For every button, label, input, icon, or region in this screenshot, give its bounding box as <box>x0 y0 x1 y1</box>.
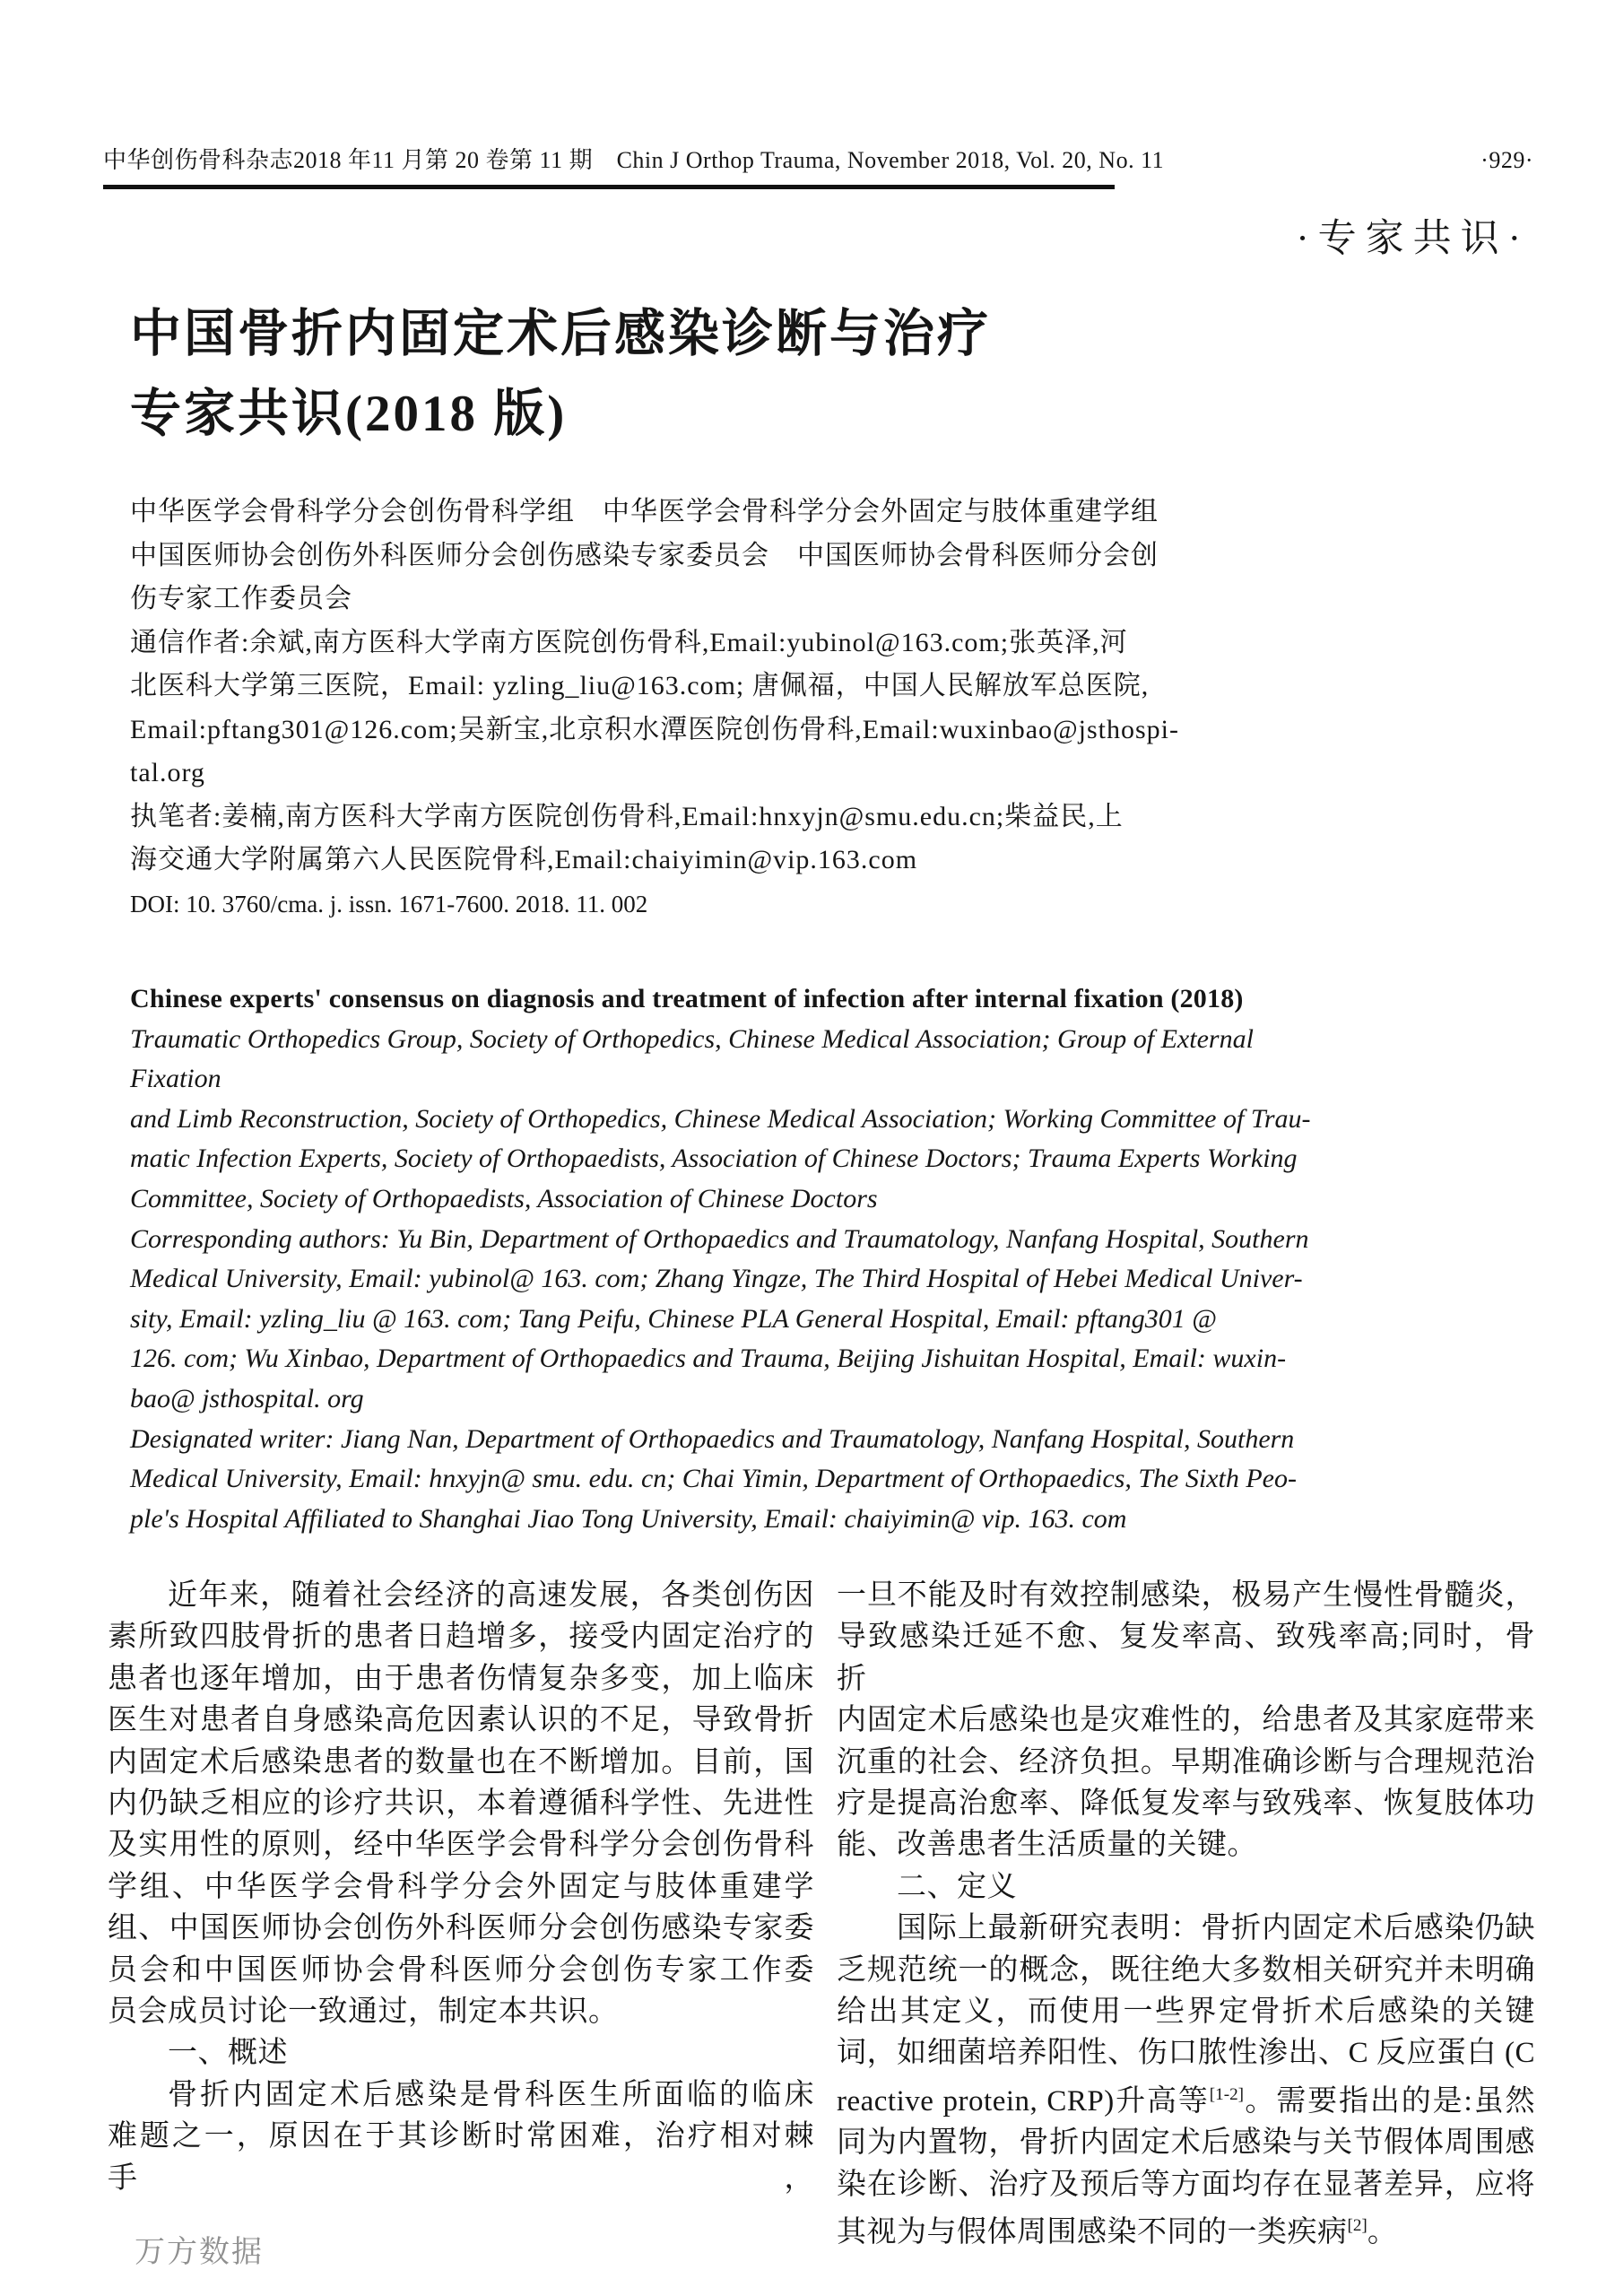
body-line: 内仍缺乏相应的诊疗共识，本着遵循科学性、先进性 <box>108 1787 814 1821</box>
body-text: 其视为与假体周围感染不同的一类疾病 <box>837 2216 1348 2249</box>
english-line: ple's Hospital Affiliated to Shanghai Jiao Tong University, Email: chaiyimin@ vip. 163. com <box>130 1503 1127 1534</box>
english-line: Medical University, Email: hnxyjn@ smu. edu. cn; Chai Yimin, Department of Orthopaedics, The Sixth Peo- <box>130 1464 1297 1494</box>
body-text: reactive protein, CRP)升高等 <box>837 2084 1210 2118</box>
org-line: 中华医学会骨科学分会创伤骨科学组 中华医学会骨科学分会外固定与肢体重建学组 <box>130 497 1159 526</box>
body-line: 沉重的社会、经济负担。早期准确诊断与合理规范治 <box>837 1745 1535 1779</box>
english-line: Designated writer: Jiang Nan, Department of Orthopaedics and Traumatology, Nanfang Hospital, Southern <box>130 1423 1295 1454</box>
body-line: 素所致四肢骨折的患者日趋增多，接受内固定治疗的 <box>108 1621 814 1654</box>
body-line: 学组、中华医学会骨科学分会外固定与肢体重建学 <box>108 1870 814 1903</box>
body-line: 近年来，随着社会经济的高速发展，各类创伤因 <box>168 1579 814 1612</box>
body-line: 染在诊断、治疗及预后等方面均存在显著差异，应将 <box>837 2168 1535 2201</box>
author-block <box>130 491 1314 926</box>
body-line: 骨折内固定术后感染是骨科医生所面临的临床 <box>168 2078 814 2111</box>
body-line: 同为内置物，骨折内固定术后感染与关节假体周围感 <box>837 2126 1535 2160</box>
body-line: 导致感染迁延不愈、复发率高、致残率高;同时，骨折 <box>837 1621 1535 1695</box>
body-line: 医生对患者自身感染高危因素认识的不足，导致骨折 <box>108 1704 814 1737</box>
org-line: 中国医师协会创伤外科医师分会创伤感染专家委员会 中国医师协会骨科医师分会创 <box>130 540 1159 570</box>
corresponding-author-line: tal.org <box>130 758 205 787</box>
designated-writer-line: 海交通大学附属第六人民医院骨科,Email:chaiyimin@vip.163.com <box>130 845 918 874</box>
english-line: sity, Email: yzling_liu @ 163. com; Tang Peifu, Chinese PLA General Hospital, Email: pftang301 @ <box>130 1303 1217 1334</box>
section-label: ·专家共识· <box>1296 218 1530 260</box>
english-line: Corresponding authors: Yu Bin, Department of Orthopaedics and Traumatology, Nanfang Hospital, Southern <box>130 1223 1309 1254</box>
body-line: 国际上最新研究表明：骨折内固定术后感染仍缺 <box>897 1912 1535 1945</box>
english-line: bao@ jsthospital. org <box>130 1383 364 1413</box>
page-header <box>103 142 1533 175</box>
body-line: 疗是提高治愈率、降低复发率与致残率、恢复肢体功 <box>837 1787 1535 1821</box>
body-line: 及实用性的原则，经中华医学会骨科学分会创伤骨科 <box>108 1829 814 1862</box>
body-line: 能、改善患者生活质量的关键。 <box>837 1829 1257 1862</box>
body-line: 词，如细菌培养阳性、伤口脓性渗出、C 反应蛋白 (C <box>837 2037 1535 2070</box>
journal-issue-line: 中华创伤骨科杂志2018 年11 月第 20 卷第 11 期 Chin J Orthop Trauma, November 2018, Vol. 20, No. 11 <box>103 147 1165 173</box>
english-line: matic Infection Experts, Society of Orthopaedists, Association of Chinese Doctors; Trauma Experts Working <box>130 1144 1298 1174</box>
header-rule <box>103 185 1115 189</box>
body-line: 员会和中国医师协会骨科医师分会创伤专家工作委 <box>108 1953 814 1987</box>
english-line: Traumatic Orthopedics Group, Society of Orthopedics, Chinese Medical Association; Group of External Fixation <box>130 1023 1254 1094</box>
body-column-right <box>837 1575 1535 2254</box>
corresponding-author-line: Email:pftang301@126.com;吴新宝,北京积水潭医院创伤骨科,Email:wuxinbao@jsthospi- <box>130 714 1180 744</box>
corresponding-author-line: 通信作者:余斌,南方医科大学南方医院创伤骨科,Email:yubinol@163.com;张英泽,河 <box>130 627 1128 657</box>
english-title: Chinese experts' consensus on diagnosis and treatment of infection after internal fixation (2018) <box>130 984 1244 1013</box>
designated-writer-line: 执笔者:姜楠,南方医科大学南方医院创伤骨科,Email:hnxyjn@smu.edu.cn;柴益民,上 <box>130 801 1124 831</box>
body-line: 乏规范统一的概念，既往绝大多数相关研究并未明确 <box>837 1953 1535 1987</box>
article-title <box>130 294 1314 454</box>
body-line-with-citation <box>837 2205 1535 2253</box>
body-line: 内固定术后感染患者的数量也在不断增加。目前，国 <box>108 1745 814 1779</box>
citation-ref: [1-2] <box>1209 2084 1245 2104</box>
body-line: 一旦不能及时有效控制感染，极易产生慢性骨髓炎， <box>837 1579 1535 1612</box>
body-line: 内固定术后感染也是灾难性的，给患者及其家庭带来 <box>837 1704 1535 1737</box>
english-line: Medical University, Email: yubinol@ 163. com; Zhang Yingze, The Third Hospital of Hebei Medical Univer- <box>130 1264 1303 1294</box>
body-line: 患者也逐年增加，由于患者伤情复杂多变，加上临床 <box>108 1662 814 1695</box>
body-line: 给出其定义，而使用一些界定骨折术后感染的关键 <box>837 1996 1535 2029</box>
english-line: and Limb Reconstruction, Society of Orthopedics, Chinese Medical Association; Working Committee of Trau- <box>130 1103 1311 1134</box>
body-line: 员会成员讨论一致通过，制定本共识。 <box>108 1996 619 2029</box>
body-line: 难题之一，原因在于其诊断时常困难，治疗相对棘手， <box>108 2120 814 2195</box>
citation-ref: [2] <box>1347 2216 1368 2236</box>
english-line: Committee, Society of Orthopaedists, Association of Chinese Doctors <box>130 1183 878 1213</box>
body-text: 。需要指出的是:虽然 <box>1244 2084 1535 2118</box>
english-line: 126. com; Wu Xinbao, Department of Orthopaedics and Trauma, Beijing Jishuitan Hospital, Email: wuxin- <box>130 1344 1287 1374</box>
wanfang-watermark: 万方数据 <box>135 2236 264 2269</box>
english-abstract-block <box>130 979 1318 1539</box>
body-text: 。 <box>1367 2216 1398 2249</box>
org-line: 伤专家工作委员会 <box>130 584 352 613</box>
section-heading-overview: 一、概述 <box>168 2037 288 2070</box>
body-line: 组、中国医师协会创伤外科医师分会创伤感染专家委 <box>108 1912 814 1945</box>
body-line-with-citation <box>837 2074 1535 2122</box>
article-title-line2: 专家共识(2018 版) <box>130 386 568 442</box>
page-number: ·929· <box>1480 147 1533 173</box>
corresponding-author-line: 北医科大学第三医院，Email: yzling_liu@163.com; 唐佩福，中国人民解放军总医院, <box>130 671 1150 700</box>
section-heading-definition: 二、定义 <box>897 1870 1017 1903</box>
article-title-line1: 中国骨折内固定术后感染诊断与治疗 <box>130 306 991 362</box>
body-column-left <box>108 1575 814 2199</box>
doi-line: DOI: 10. 3760/cma. j. issn. 1671-7600. 2018. 11. 002 <box>130 890 648 918</box>
